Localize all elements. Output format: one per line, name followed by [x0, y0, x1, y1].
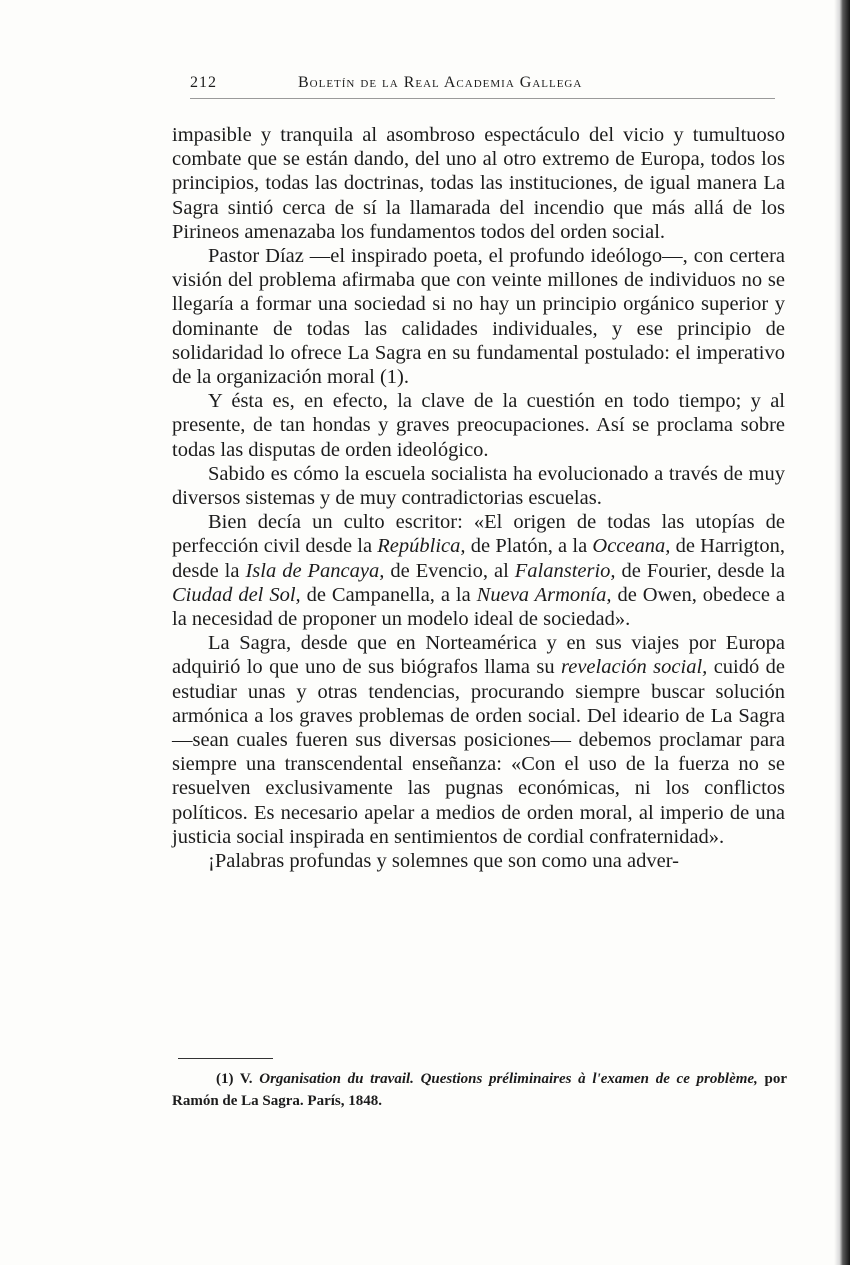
header-rule	[190, 98, 775, 99]
paragraph-5: Bien decía un culto escritor: «El origen de todas las utopías de perfección civil desde la República, de Platón, a la Occeana, de Harrigton, desde la Isla de Pancaya, de Evencio, al Falansterio, de Fourier, desde la Ciudad del Sol, de Campanella, a la Nueva Armonía, de Owen, obedece a la necesidad de proponer un modelo ideal de sociedad».	[172, 511, 785, 631]
italic-title-republica: República,	[377, 535, 466, 558]
body-text	[172, 123, 785, 873]
italic-title-occeana: Occeana,	[592, 535, 671, 558]
page-number: 212	[190, 74, 217, 91]
running-title: Boletín de la Real Academia Gallega	[298, 74, 583, 91]
page-header	[190, 74, 780, 100]
paragraph-1: impasible y tranquila al asombroso espectáculo del vicio y tumultuoso combate que se están dando, del uno al otro extremo de Europa, todos los principios, todas las doctrinas, todas las instituciones, de igual manera La Sagra sintió cerca de sí la llamarada del incendio que más allá de los Pirineos amenazaba los fundamentos todos del orden social.	[172, 124, 785, 243]
page-edge-shadow	[834, 0, 850, 1265]
paragraph-4: Sabido es cómo la escuela socialista ha evolucionado a través de muy diversos sistemas y de muy contradictorias escuelas.	[172, 462, 785, 510]
footnote-rule	[178, 1058, 273, 1059]
paragraph-2: Pastor Díaz —el inspirado poeta, el profundo ideólogo—, con certera visión del problema afirmaba que con veinte millones de individuos no se llegaría a formar una sociedad si no hay un principio orgánico superior y dominante de todas las calidades individuales, y ese principio de solidaridad lo ofrece La Sagra en su fundamental postulado: el imperativo de la organización moral (1).	[172, 245, 785, 389]
footnote-italic-title: Organisation du travail. Questions préliminaires à l'examen de ce problème,	[259, 1071, 758, 1087]
italic-title-ciudad-del-sol: Ciudad del Sol,	[172, 583, 301, 606]
italic-revelacion-social: revelación social,	[561, 656, 708, 679]
footnote: (1) V. Organisation du travail. Questions préliminaires à l'examen de ce problème, por Ramón de La Sagra. París, 1848.	[172, 1071, 787, 1109]
paragraph-6: La Sagra, desde que en Norteamérica y en sus viajes por Europa adquirió lo que uno de sus biógrafos llama su revelación social, cuidó de estudiar unas y otras tendencias, procurando siempre buscar solución armónica a los graves problemas de orden social. Del ideario de La Sagra —sean cuales fueren sus diversas posiciones— debemos proclamar para siempre una transcendental enseñanza: «Con el uso de la fuerza no se resuelven exclusivamente las pugnas económicas, ni los conflictos políticos. Es necesario apelar a medios de orden moral, al imperio de una justicia social inspirada en sentimientos de cordial confraternidad».	[172, 632, 785, 848]
paragraph-7: ¡Palabras profundas y solemnes que son como una adver-	[208, 850, 679, 873]
italic-title-falansterio: Falansterio,	[514, 559, 616, 582]
paragraph-3: Y ésta es, en efecto, la clave de la cuestión en todo tiempo; y al presente, de tan hondas y graves preocupaciones. Así se proclama sobre todas las disputas de orden ideológico.	[172, 390, 785, 461]
italic-title-nueva-armonia: Nueva Armonía,	[476, 583, 612, 606]
italic-title-isla-de-pancaya: Isla de Pancaya,	[245, 559, 385, 582]
